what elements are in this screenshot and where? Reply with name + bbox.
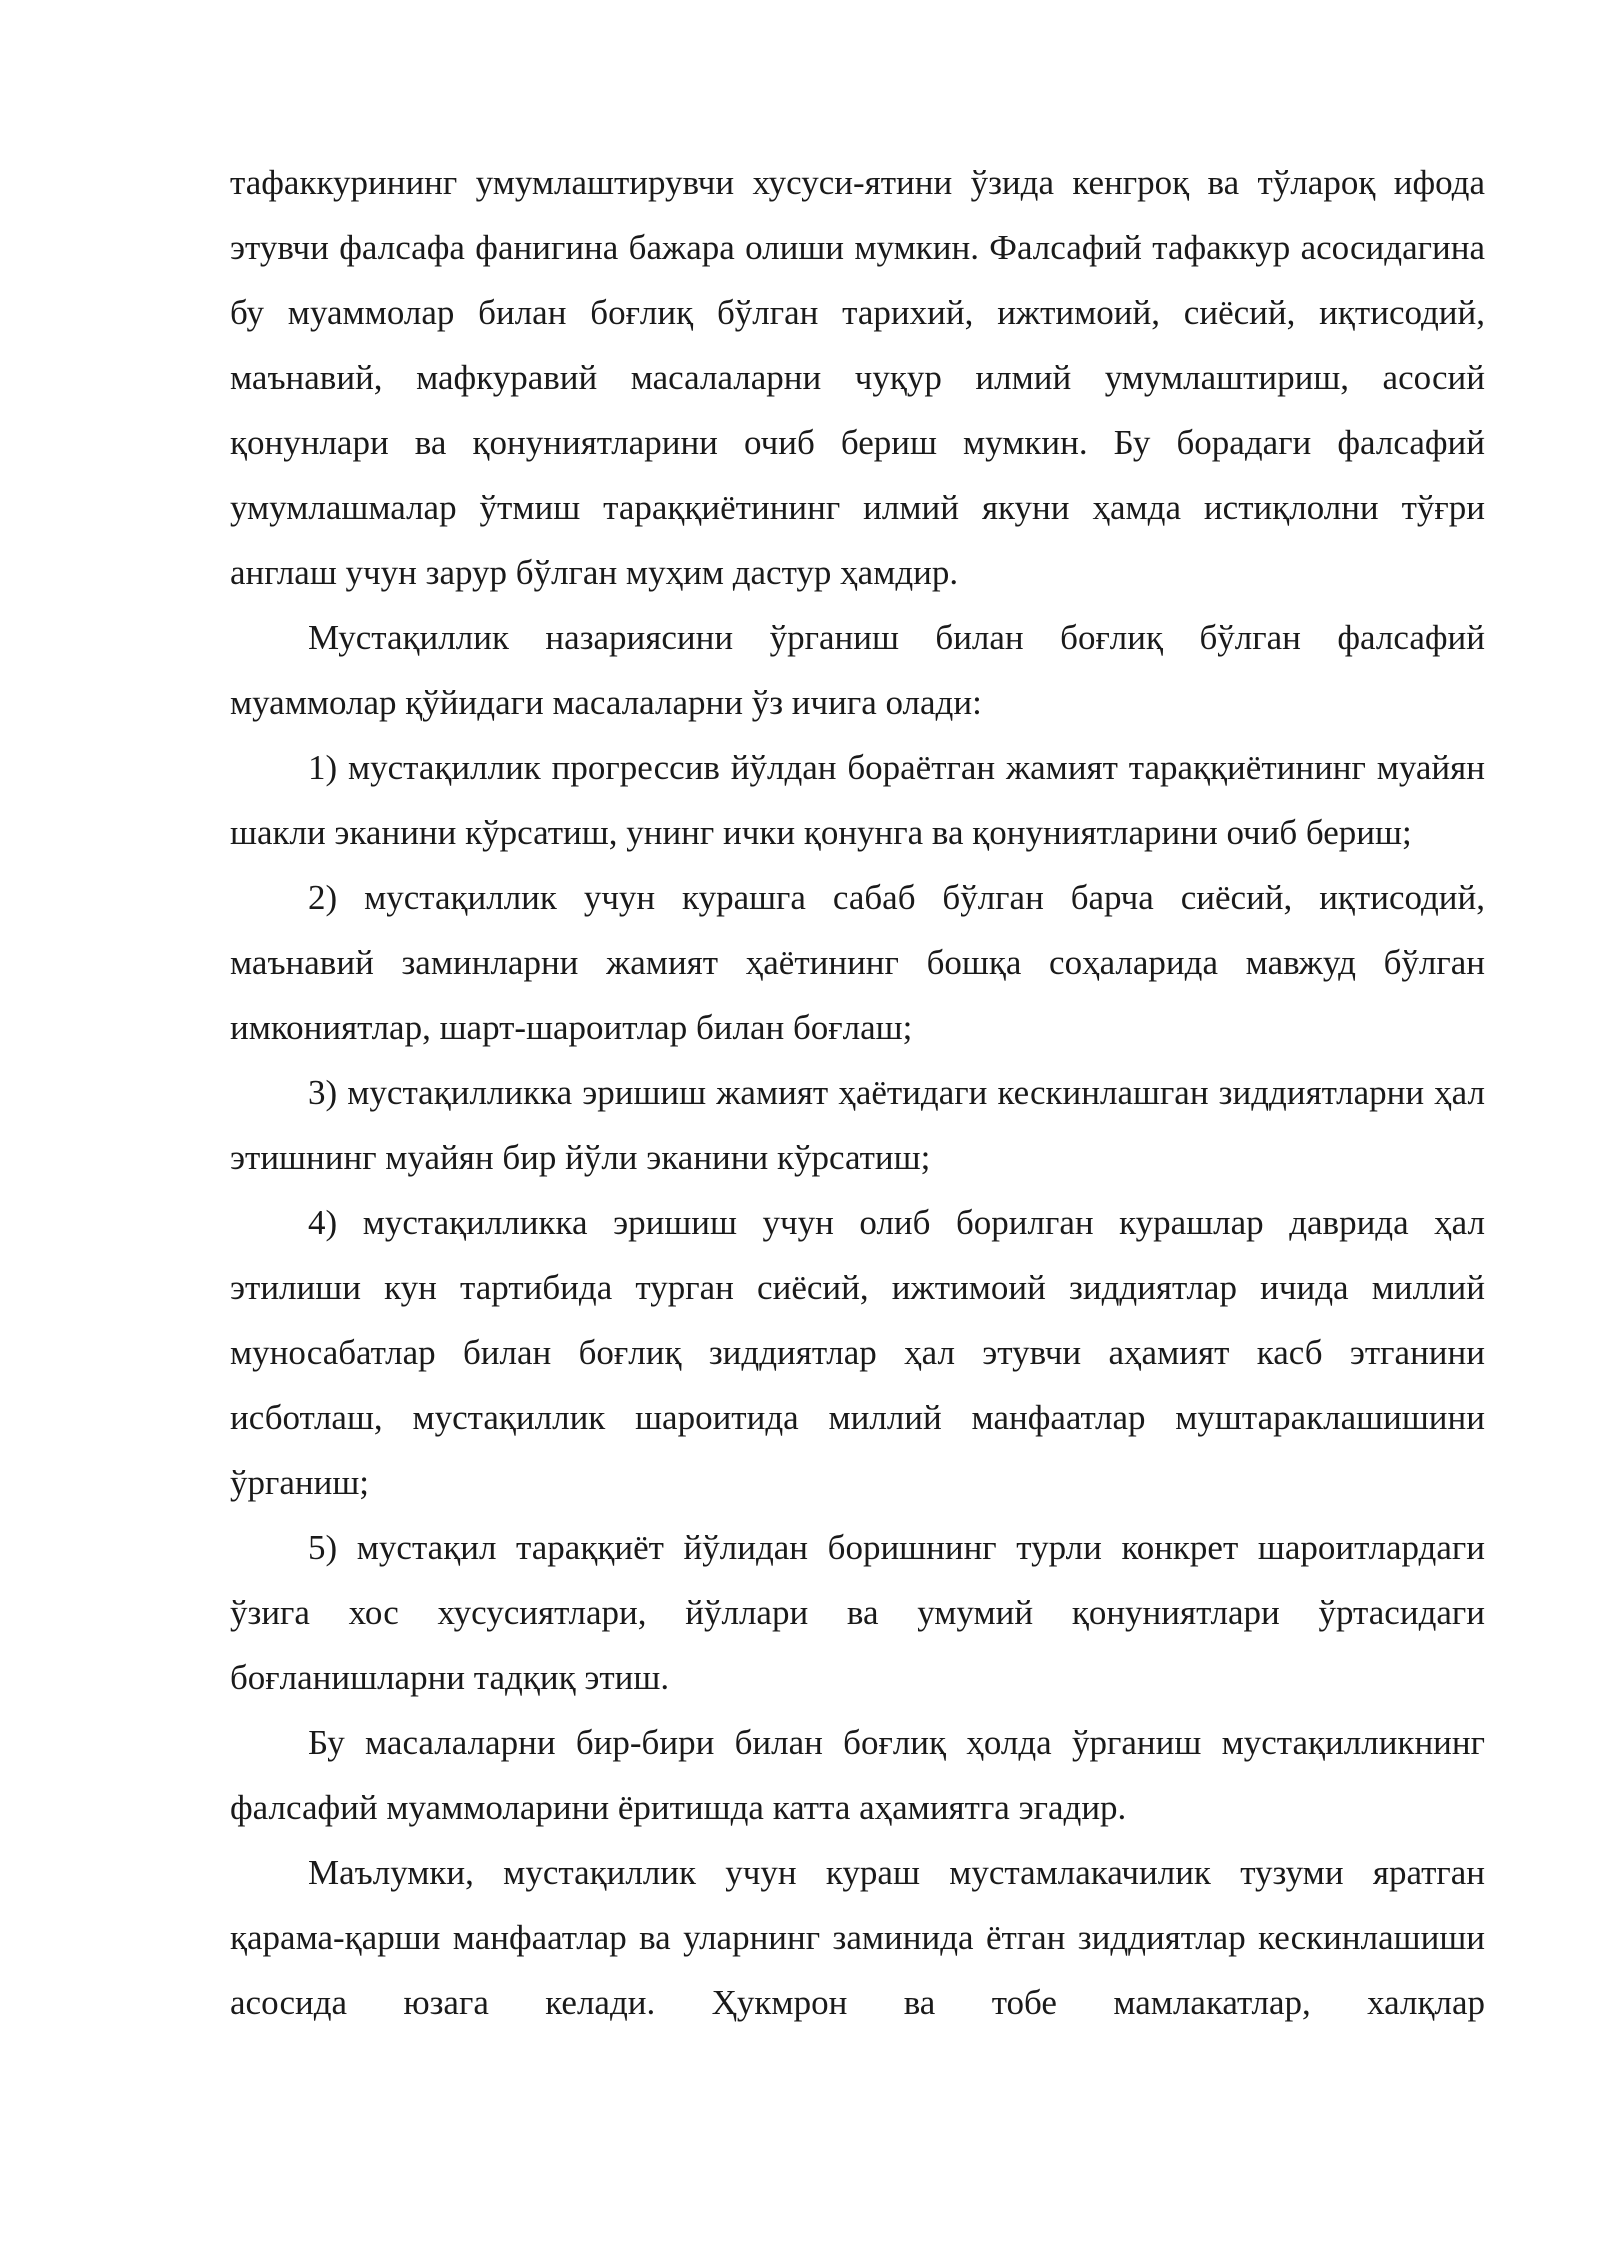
list-item-3: 3) мустақилликка эришиш жамият ҳаётидаги кескинлашган зиддиятларни ҳал этишнинг муайян бир йўли эканини кўрсатиш; — [230, 1073, 1485, 1177]
list-item-5: 5) мустақил тараққиёт йўлидан боришнинг турли конкрет шароитлардаги ўзига хос хусусиятлари, йўллари ва умумий қонуниятлари ўртасидаги боғланишларни тадқиқ этиш. — [230, 1528, 1485, 1697]
list-item-1: 1) мустақиллик прогрессив йўлдан бораётган жамият тараққиётининг муайян шакли эканини кўрсатиш, унинг ички қонунга ва қонуниятларини очиб бериш; — [230, 748, 1485, 852]
paragraph-continuation: тафаккурининг умумлаштирувчи хусуси-ятини ўзида кенгроқ ва тўлароқ ифода этувчи фалсафа фанигина бажара олиши мумкин. Фалсафий тафаккур асосидагина бу муаммолар билан боғлиқ бўлган тарихий, ижтимоий, сиёсий, иқтисодий, маънавий, мафкуравий масалаларни чуқур илмий умумлаштириш, асосий қонунлари ва қонуниятларини очиб бериш мумкин. Бу борадаги фалсафий умумлашмалар ўтмиш тараққиётининг илмий якуни ҳамда истиқлолни тўғри англаш учун зарур бўлган муҳим дастур ҳамдир. — [230, 163, 1485, 592]
list-item-2: 2) мустақиллик учун курашга сабаб бўлган барча сиёсий, иқтисодий, маънавий заминларни жамият ҳаётининг бошқа соҳаларида мавжуд бўлган имкониятлар, шарт-шароитлар билан боғлаш; — [230, 878, 1485, 1047]
paragraph-struggle: Маълумки, мустақиллик учун кураш мустамлакачилик тузуми яратган қарама-қарши манфаатлар ва уларнинг заминида ётган зиддиятлар кескинлашиши асосида юзага келади. Ҳукмрон ва тобе мамлакатлар, халқлар — [230, 1853, 1485, 2022]
list-item-4: 4) мустақилликка эришиш учун олиб борилган курашлар даврида ҳал этилиши кун тартибида турган сиёсий, ижтимоий зиддиятлар ичида миллий муносабатлар билан боғлиқ зиддиятлар ҳал этувчи аҳамият касб этганини исботлаш, мустақиллик шароитида миллий манфаатлар муштараклашишини ўрганиш; — [230, 1203, 1485, 1502]
paragraph-problems-intro: Мустақиллик назариясини ўрганиш билан боғлиқ бўлган фалсафий муаммолар қўйидаги масалаларни ўз ичига олади: — [230, 618, 1485, 722]
document-body — [230, 150, 1485, 2035]
paragraph-conclusion: Бу масалаларни бир-бири билан боғлиқ ҳолда ўрганиш мустақилликнинг фалсафий муаммоларини ёритишда катта аҳамиятга эгадир. — [230, 1723, 1485, 1827]
